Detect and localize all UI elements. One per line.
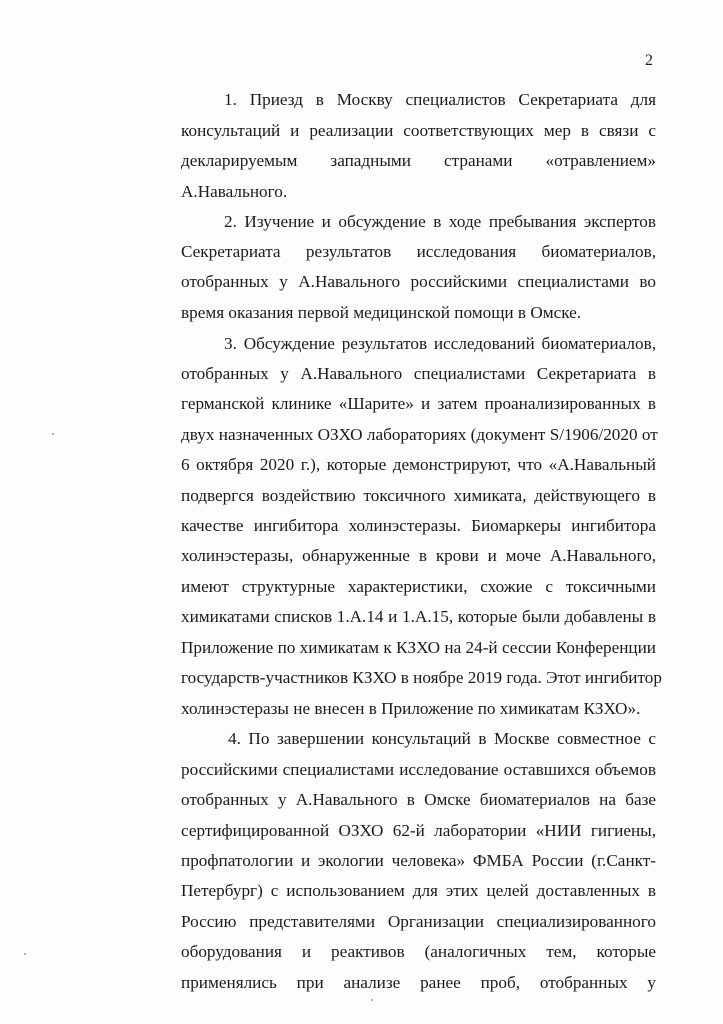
- paragraph-3-line-5: 6 октября 2020 г.), которые демонстрируют, что «А.Навальный: [181, 455, 656, 474]
- paragraph-1-line-2: консультаций и реализации соответствующих мер в связи с: [181, 121, 656, 140]
- paragraph-3-line-11: Приложение по химикатам к КЗХО на 24-й сессии Конференции: [181, 638, 656, 657]
- paragraph-4-line-8: оборудования и реактивов (аналогичных тем, которые: [181, 942, 656, 961]
- paragraph-4-line-7: Россию представителями Организации специализированного: [181, 912, 656, 931]
- scan-speck: [24, 953, 26, 955]
- paragraph-3-line-7: качестве ингибитора холинэстеразы. Биомаркеры ингибитора: [181, 516, 656, 535]
- paragraph-1-line-1: 1. Приезд в Москву специалистов Секретариата для: [224, 90, 656, 109]
- paragraph-2-line-2: Секретариата результатов исследования биоматериалов,: [181, 242, 656, 261]
- paragraph-1-line-3: декларируемым западными странами «отравлением»: [181, 151, 656, 170]
- paragraph-4-line-2: российскими специалистами исследование оставшихся объемов: [181, 760, 656, 779]
- paragraph-2-line-1: 2. Изучение и обсуждение в ходе пребывания экспертов: [224, 212, 656, 231]
- paragraph-3-line-1: 3. Обсуждение результатов исследований биоматериалов,: [224, 334, 656, 353]
- scan-speck: [371, 999, 373, 1001]
- page-number: 2: [645, 52, 653, 69]
- paragraph-1-line-4: А.Навального.: [181, 182, 288, 201]
- paragraph-3-line-13: холинэстеразы не внесен в Приложение по химикатам КЗХО».: [181, 699, 641, 718]
- paragraph-3-line-12: государств-участников КЗХО в ноябре 2019 года. Этот ингибитор: [181, 668, 662, 687]
- paragraph-3-line-8: холинэстеразы, обнаруженные в крови и моче А.Навального,: [181, 546, 656, 565]
- paragraph-4-line-9: применялись при анализе ранее проб, отобранных у: [181, 973, 656, 992]
- paragraph-4-line-6: Петербург) с использованием для этих целей доставленных в: [181, 881, 656, 900]
- paragraph-4-line-3: отобранных у А.Навального в Омске биоматериалов на базе: [181, 790, 656, 809]
- paragraph-4-line-1: 4. По завершении консультаций в Москве совместное с: [228, 729, 656, 748]
- paragraph-2-line-4: время оказания первой медицинской помощи в Омске.: [181, 303, 582, 322]
- paragraph-3-line-6: подвергся воздействию токсичного химиката, действующего в: [181, 486, 656, 505]
- paragraph-3-line-4: двух назначенных ОЗХО лабораториях (документ S/1906/2020 от: [181, 425, 658, 444]
- scan-speck: [52, 433, 54, 435]
- paragraph-2-line-3: отобранных у А.Навального российскими специалистами во: [181, 272, 656, 291]
- paragraph-3-line-2: отобранных у А.Навального специалистами Секретариата в: [181, 364, 656, 383]
- paragraph-4-line-4: сертифицированной ОЗХО 62-й лаборатории «НИИ гигиены,: [181, 821, 656, 840]
- paragraph-3-line-9: имеют структурные характеристики, схожие с токсичными: [181, 577, 656, 596]
- paragraph-3-line-3: германской клинике «Шарите» и затем проанализированных в: [181, 394, 656, 413]
- paragraph-4-line-5: профпатологии и экологии человека» ФМБА России (г.Санкт-: [181, 851, 656, 870]
- paragraph-3-line-10: химикатами списков 1.А.14 и 1.А.15, которые были добавлены в: [181, 607, 656, 626]
